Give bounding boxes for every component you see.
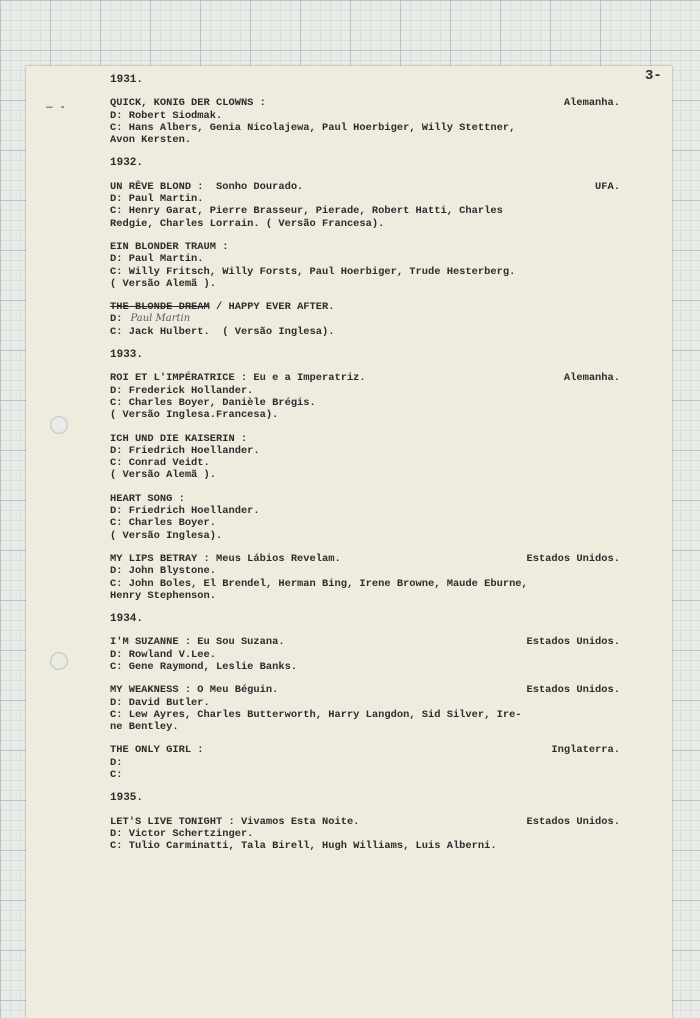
film-title-line <box>110 97 620 109</box>
film-country: Estados Unidos. <box>526 684 620 697</box>
director-text: D: John Blystone. <box>110 565 217 578</box>
director-text: D: <box>110 756 123 769</box>
film-cast-line: C: Charles Boyer. <box>110 517 217 530</box>
film-title-line <box>110 636 620 648</box>
film-entry <box>110 372 620 421</box>
film-country: UFA. <box>595 180 620 193</box>
year-section <box>110 74 620 146</box>
film-cast-line: Avon Kersten. <box>110 134 192 147</box>
film-title <box>110 636 285 648</box>
film-cast-line: C: Hans Albers, Genia Nicolajewa, Paul Hoerbiger, Willy Stettner, <box>110 121 516 134</box>
film-cast-line: ( Versão Alemã ). <box>110 469 217 482</box>
film-cast-line: C: Conrad Veidt. <box>110 457 210 470</box>
year-heading: 1933. <box>110 349 144 362</box>
film-director <box>110 385 620 397</box>
punch-hole <box>50 652 68 670</box>
film-director <box>110 505 620 517</box>
page-number: 3- <box>645 68 662 84</box>
film-title-text: MY WEAKNESS : O Meu Béguin. <box>110 684 279 697</box>
film-country: Estados Unidos. <box>526 552 620 565</box>
year-heading: 1934. <box>110 613 144 626</box>
film-cast-line: C: Jack Hulbert. ( Versão Inglesa). <box>110 325 335 338</box>
film-title <box>110 301 335 313</box>
film-title <box>110 372 366 384</box>
document-page <box>26 66 672 1018</box>
film-cast-line: ( Versão Inglesa). <box>110 529 223 542</box>
film-director <box>110 445 620 457</box>
film-cast-line: C: John Boles, El Brendel, Herman Bing, Irene Browne, Maude Eburne, <box>110 577 528 590</box>
film-title-text: MY LIPS BETRAY : Meus Lábios Revelam. <box>110 552 341 565</box>
film-title-line <box>110 816 620 828</box>
film-entry <box>110 744 620 781</box>
film-cast-line: ( Versão Alemã ). <box>110 277 217 290</box>
film-entry <box>110 636 620 673</box>
film-director <box>110 649 620 661</box>
film-title <box>110 684 278 696</box>
film-director <box>110 110 620 122</box>
film-title-text: ICH UND DIE KAISERIN : <box>110 432 248 445</box>
film-cast-line: ( Versão Inglesa.Francesa). <box>110 409 279 422</box>
film-title-text: THE ONLY GIRL : <box>110 744 204 757</box>
film-country: Alemanha. <box>563 97 620 110</box>
year-section <box>110 157 620 338</box>
film-title-text: EIN BLONDER TRAUM : <box>110 240 229 253</box>
film-title-line <box>110 181 620 193</box>
film-cast-line: ne Bentley. <box>110 721 179 734</box>
film-cast-line: C: <box>110 769 123 782</box>
handwritten-director: Paul Martin <box>130 313 191 325</box>
director-text: D: Friedrich Hoellander. <box>110 444 260 457</box>
struck-title: THE BLONDE DREAM <box>110 301 210 314</box>
punch-hole <box>50 416 68 434</box>
film-country: Inglaterra. <box>551 744 620 757</box>
film-title-line <box>110 744 620 756</box>
film-title-line <box>110 684 620 696</box>
film-country: Estados Unidos. <box>526 636 620 649</box>
year-heading: 1932. <box>110 157 144 170</box>
film-entry <box>110 181 620 230</box>
film-entry <box>110 553 620 602</box>
margin-mark: — - <box>46 102 66 114</box>
director-text: D: Rowland V.Lee. <box>110 648 217 661</box>
film-title <box>110 97 266 109</box>
film-director <box>110 565 620 577</box>
film-title-text: ROI ET L'IMPÉRATRICE : Eu e a Imperatriz. <box>110 372 366 385</box>
film-cast-line: C: Henry Garat, Pierre Brasseur, Pierade, Robert Hatti, Charles <box>110 205 503 218</box>
film-entry <box>110 493 620 542</box>
film-director <box>110 313 620 325</box>
film-director <box>110 697 620 709</box>
film-director <box>110 757 620 769</box>
film-entry <box>110 684 620 733</box>
film-title-line <box>110 372 620 384</box>
director-text: D: David Butler. <box>110 696 210 709</box>
year-heading: 1931. <box>110 74 144 86</box>
film-cast-line: Henry Stephenson. <box>110 589 217 602</box>
film-entry <box>110 97 620 146</box>
director-text: D: Friedrich Hoellander. <box>110 505 260 518</box>
film-title-text: LET'S LIVE TONIGHT : Vivamos Esta Noite. <box>110 815 360 828</box>
film-director <box>110 828 620 840</box>
film-cast-line: C: Willy Fritsch, Willy Forsts, Paul Hoerbiger, Trude Hesterberg. <box>110 265 516 278</box>
film-title-line <box>110 493 620 505</box>
film-title <box>110 816 359 828</box>
year-section <box>110 613 620 781</box>
film-cast-line: C: Lew Ayres, Charles Butterworth, Harry Langdon, Sid Silver, Ire- <box>110 708 522 721</box>
film-director <box>110 193 620 205</box>
film-title <box>110 181 303 193</box>
film-country: Estados Unidos. <box>526 815 620 828</box>
film-title <box>110 493 185 505</box>
film-entry <box>110 301 620 338</box>
film-director <box>110 253 620 265</box>
film-country: Alemanha. <box>563 372 620 385</box>
director-text: D: Robert Siodmak. <box>110 109 223 122</box>
film-title-text: I'M SUZANNE : Eu Sou Suzana. <box>110 636 285 649</box>
film-title-line <box>110 241 620 253</box>
film-cast-line: Redgie, Charles Lorrain. ( Versão Francesa). <box>110 217 385 230</box>
film-cast-line: C: Tulio Carminatti, Tala Birell, Hugh Williams, Luis Alberni. <box>110 840 497 853</box>
film-title-line <box>110 433 620 445</box>
film-title <box>110 241 228 253</box>
film-title <box>110 744 204 756</box>
director-text: D: Paul Martin. <box>110 253 204 266</box>
film-title-line <box>110 553 620 565</box>
film-cast-line: C: Charles Boyer, Danièle Brégis. <box>110 396 316 409</box>
film-title <box>110 553 341 565</box>
film-title-text: UN RÊVE BLOND : Sonho Dourado. <box>110 180 304 193</box>
director-text: D: <box>110 313 123 326</box>
film-entry <box>110 816 620 853</box>
year-section <box>110 792 620 852</box>
film-entry <box>110 241 620 290</box>
director-text: D: Paul Martin. <box>110 193 204 206</box>
film-title-text: HEART SONG : <box>110 492 185 505</box>
film-title-text: QUICK, KONIG DER CLOWNS : <box>110 97 266 110</box>
director-text: D: Frederick Hollander. <box>110 384 254 397</box>
filmography-list <box>110 74 620 864</box>
film-title-line <box>110 301 620 313</box>
film-entry <box>110 433 620 482</box>
year-section <box>110 349 620 602</box>
year-heading: 1935. <box>110 792 144 805</box>
film-cast-line: C: Gene Raymond, Leslie Banks. <box>110 660 298 673</box>
film-title-text: / HAPPY EVER AFTER. <box>209 301 335 314</box>
director-text: D: Victor Schertzinger. <box>110 827 254 840</box>
film-title <box>110 433 247 445</box>
